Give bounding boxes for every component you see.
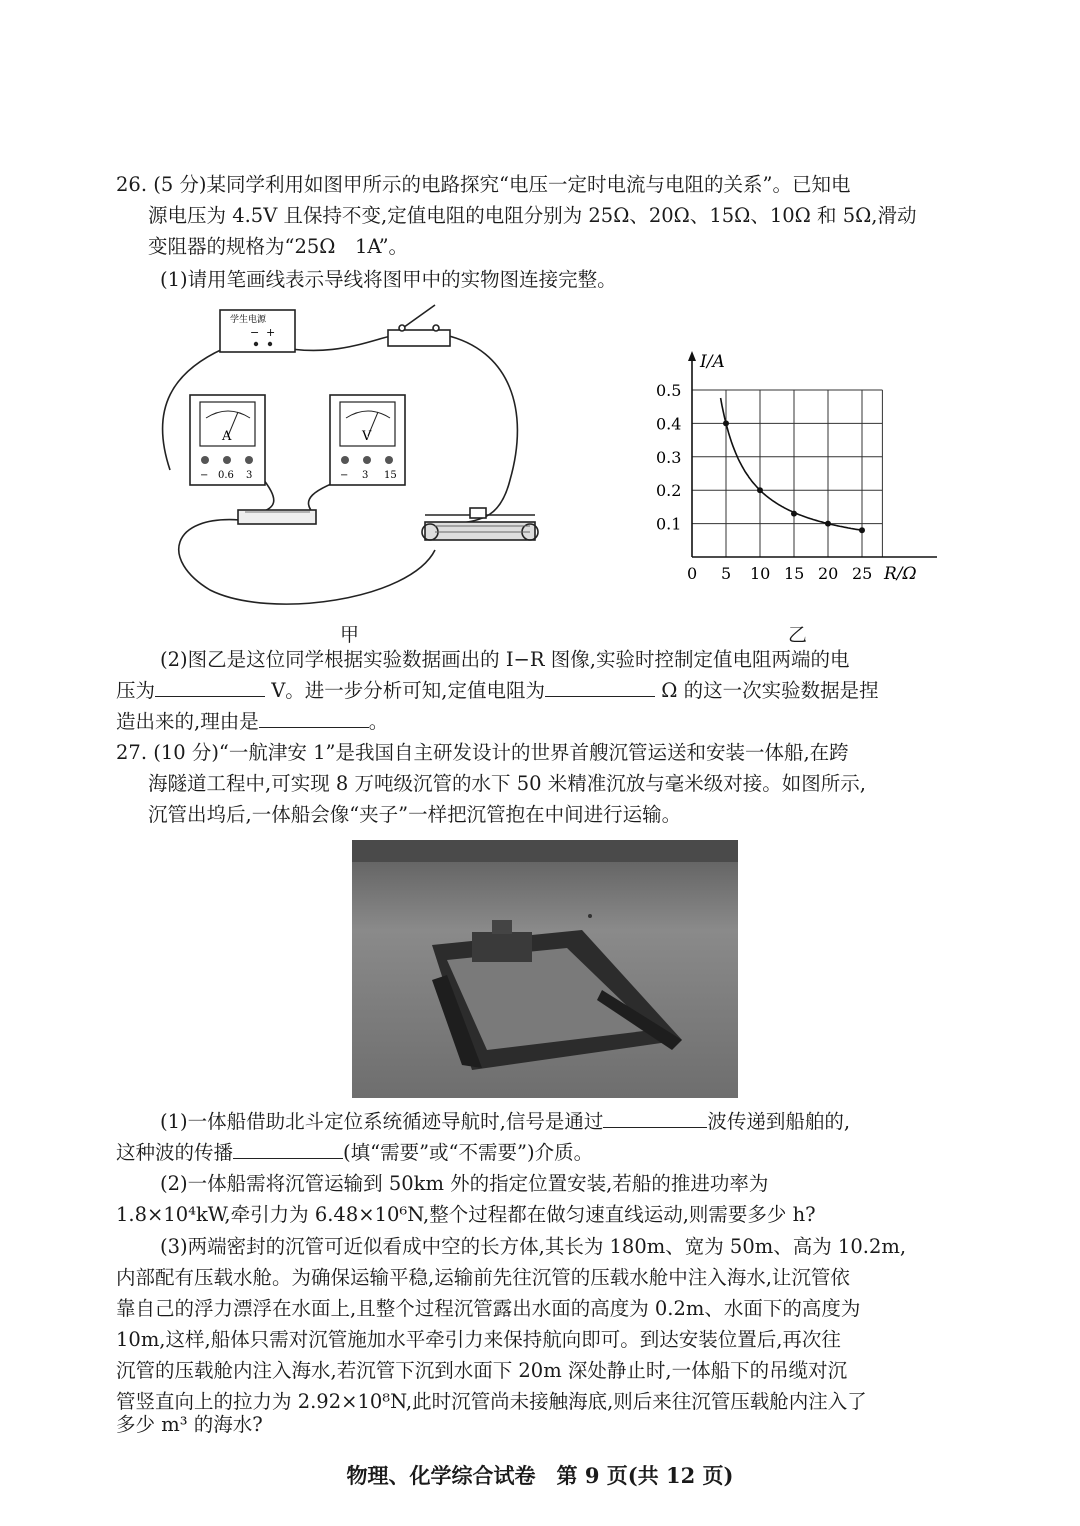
- x-axis-label: R/Ω: [884, 564, 917, 584]
- figure-caption-yi: 乙: [788, 624, 808, 646]
- fixed-resistor: [238, 510, 316, 524]
- voltmeter: [330, 395, 405, 485]
- circuit-figure: [150, 300, 570, 620]
- q27-part-1-line-2: 这种波的传播 (填“需要”或“不需要”)介质。: [116, 1138, 593, 1168]
- switch: [388, 305, 450, 346]
- q26-line-2: 源电压为 4.5V 且保持不变,定值电阻的电阻分别为 25Ω、20Ω、15Ω、10Ω 和 5Ω,滑动: [148, 204, 917, 227]
- series-curve: [721, 398, 862, 530]
- q27-part-3-line-3: 靠自己的浮力漂浮在水面上,且整个过程沉管露出水面的高度为 0.2m、水面下的高度为: [116, 1297, 861, 1320]
- answer-blank-voltage[interactable]: [155, 676, 265, 697]
- q27-line-2: 海隧道工程中,可实现 8 万吨级沉管的水下 50 米精准沉放与毫米级对接。如图所示,: [148, 772, 866, 795]
- svg-text:3: 3: [362, 470, 369, 481]
- q27-part-2-line-1: (2)一体船需将沉管运输到 50km 外的指定位置安装,若船的推进功率为: [160, 1172, 769, 1195]
- q27-part-3-line-2: 内部配有压载水舱。为确保运输平稳,运输前先往沉管的压载水舱中注入海水,让沉管依: [116, 1266, 850, 1289]
- ammeter: [190, 395, 265, 485]
- figure-caption-jia: 甲: [340, 624, 360, 646]
- x-tick-label: 25: [852, 564, 873, 583]
- ir-graph: [640, 345, 940, 590]
- x-tick-label: 15: [784, 564, 805, 583]
- y-tick-label: 0.5: [656, 381, 682, 400]
- ship-photo: [352, 840, 738, 1098]
- answer-blank-wave[interactable]: [603, 1107, 707, 1128]
- y-axis-arrow: [688, 351, 696, 361]
- svg-text:15: 15: [384, 470, 397, 481]
- q27-line-1: 27. (10 分)“一航津安 1”是我国自主研发设计的世界首艘沉管运送和安装一体船,在跨: [116, 741, 849, 764]
- q27-part-3-line-4: 10m,这样,船体只需对沉管施加水平牵引力来保持航向即可。到达安装位置后,再次往: [116, 1328, 841, 1351]
- data-point: [825, 521, 831, 527]
- answer-blank-medium[interactable]: [233, 1138, 343, 1159]
- rheostat: [422, 508, 538, 540]
- y-tick-label: 0.4: [656, 414, 682, 434]
- y-tick-label: 0.3: [656, 447, 682, 467]
- data-point: [859, 527, 865, 533]
- svg-text:+: +: [266, 326, 276, 339]
- data-point: [791, 511, 797, 517]
- ammeter-symbol: A: [222, 429, 232, 444]
- svg-text:−: −: [250, 326, 260, 339]
- q27-part-3-line-7: 多少 m³ 的海水?: [116, 1413, 263, 1436]
- q26-line-3: 变阻器的规格为“25Ω 1A”。: [148, 235, 409, 258]
- q26-part-1: (1)请用笔画线表示导线将图甲中的实物图连接完整。: [160, 268, 617, 291]
- q27-part-3-line-1: (3)两端密封的沉管可近似看成中空的长方体,其长为 180m、宽为 50m、高为 10.2m,: [160, 1235, 907, 1258]
- q27-line-3: 沉管出坞后,一体船会像“夹子”一样把沉管抱在中间进行运输。: [148, 803, 682, 826]
- svg-text:−: −: [200, 470, 209, 481]
- x-tick-label: 20: [818, 564, 839, 583]
- data-point: [723, 420, 729, 426]
- y-axis-label: I/A: [700, 352, 725, 372]
- data-point: [757, 487, 763, 493]
- answer-blank-reason[interactable]: [259, 707, 369, 728]
- y-tick-label: 0.2: [656, 481, 682, 501]
- q27-part-2-line-2: 1.8×10⁴kW,牵引力为 6.48×10⁶N,整个过程都在做匀速直线运动,则需要多少 h?: [116, 1203, 816, 1226]
- power-supply: [220, 310, 295, 352]
- x-tick-label: 0: [687, 564, 698, 583]
- answer-blank-resistance[interactable]: [545, 676, 655, 697]
- svg-text:3: 3: [246, 470, 253, 481]
- x-tick-label: 5: [721, 564, 732, 583]
- voltmeter-symbol: V: [362, 429, 372, 444]
- svg-text:0.6: 0.6: [218, 470, 234, 481]
- q26-part-2-line-1: (2)图乙是这位同学根据实验数据画出的 I−R 图像,实验时控制定值电阻两端的电: [160, 648, 850, 671]
- q26-part-2-line-2: 压为 V。进一步分析可知,定值电阻为 Ω 的这一次实验数据是捏: [116, 676, 879, 706]
- q27-part-3-line-6: 管竖直向上的拉力为 2.92×10⁸N,此时沉管尚未接触海底,则后来往沉管压载舱内注入了: [116, 1390, 867, 1413]
- x-tick-label: 10: [750, 564, 771, 583]
- svg-text:−: −: [340, 470, 349, 481]
- y-tick-label: 0.1: [656, 514, 682, 534]
- page-footer: 物理、化学综合试卷 第 9 页(共 12 页): [346, 1463, 734, 1488]
- q27-part-3-line-5: 沉管的压载舱内注入海水,若沉管下沉到水面下 20m 深处静止时,一体船下的吊缆对沉: [116, 1359, 848, 1382]
- power-supply-label: 学生电源: [230, 315, 267, 325]
- q26-line-1: 26. (5 分)某同学利用如图甲所示的电路探究“电压一定时电流与电阻的关系”。已知电: [116, 173, 851, 196]
- q27-part-1-line-1: (1)一体船借助北斗定位系统循迹导航时,信号是通过 波传递到船舶的,: [160, 1107, 850, 1137]
- q26-part-2-line-3: 造出来的,理由是 。: [116, 707, 388, 737]
